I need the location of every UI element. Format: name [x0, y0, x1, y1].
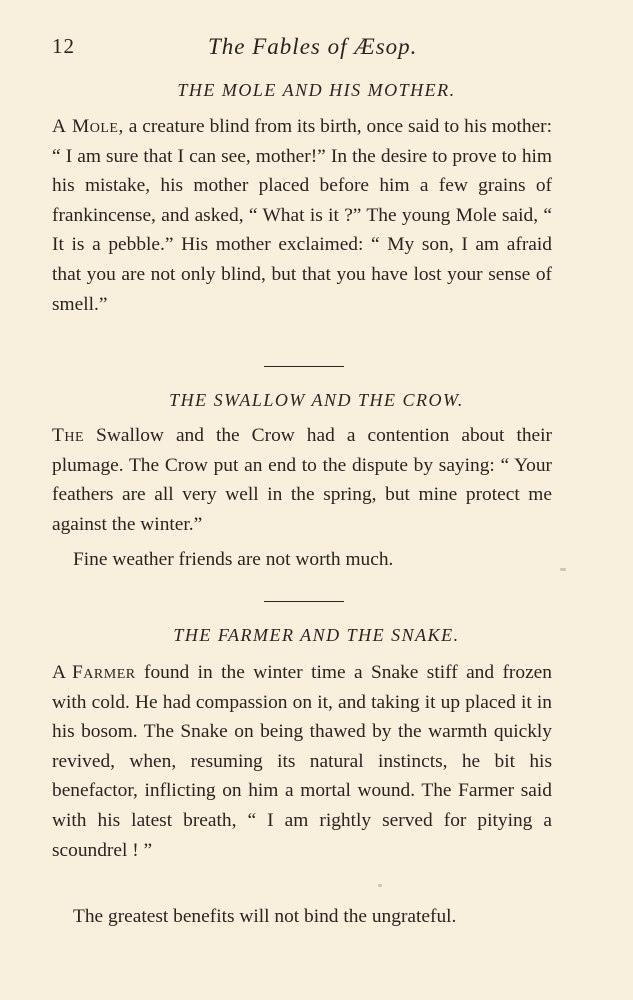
opening-small-caps: Farmer	[72, 662, 136, 683]
fable-moral-farmer: The greatest benefits will not bind the ungrateful.	[73, 906, 457, 927]
running-head	[52, 34, 552, 60]
fable-body-mole	[52, 112, 552, 319]
fable-body-swallow	[52, 421, 552, 539]
page-number: 12	[52, 34, 75, 58]
fable-text: a creature blind from its birth, once said to his mother: “ I am sure that I can see, mother!” In the desire to prove to him his mistake, his mother placed before him a few grains of frankincense, and asked, “ What is it ?” The young Mole said, “ It is a pebble.” His mother exclaimed: “ My son, I am afraid that you are not only blind, but that you have lost your sense of smell.”	[52, 116, 552, 315]
opening-small-caps: Mole,	[72, 116, 124, 137]
book-title: The Fables of Æsop.	[208, 34, 418, 59]
fable-moral-swallow: Fine weather friends are not worth much.	[73, 549, 394, 570]
opening-word: A	[52, 116, 67, 137]
fable-title-swallow: THE SWALLOW AND THE CROW.	[169, 390, 464, 410]
opening-small-caps: The	[52, 425, 85, 446]
fable-text: found in the winter time a Snake stiff and frozen with cold. He had compassion on it, and taking it up placed it in his bosom. The Snake on being thawed by the warmth quickly revived, when, resuming its natural instincts, he bit his benefactor, inflicting on him a mortal wound. The Farmer said with his latest breath, “ I am rightly served for pitying a scoundrel ! ”	[52, 662, 552, 861]
section-divider	[264, 601, 344, 602]
fable-body-farmer	[52, 658, 552, 865]
fable-title-farmer: THE FARMER AND THE SNAKE.	[173, 625, 460, 645]
opening-word: A	[52, 662, 67, 683]
section-divider	[264, 366, 344, 367]
paper-speck	[560, 568, 566, 571]
paper-speck	[378, 884, 382, 887]
fable-title-mole: THE MOLE AND HIS MOTHER.	[177, 80, 456, 100]
fable-text: Swallow and the Crow had a contention about their plumage. The Crow put an end to the dispute by saying: “ Your feathers are all very well in the spring, but mine protect me against the winter.”	[52, 425, 552, 535]
